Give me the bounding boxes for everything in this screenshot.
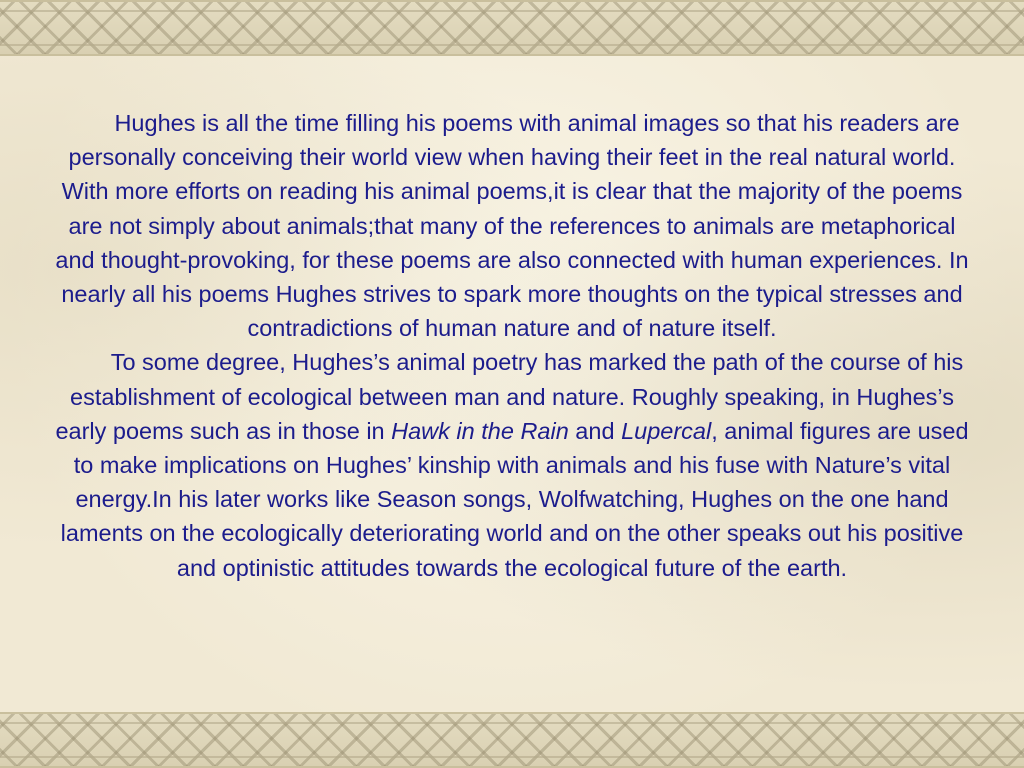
top-decorative-border	[0, 0, 1024, 56]
paragraph-1	[48, 106, 976, 345]
paragraph-1-text: Hughes is all the time filling his poems with animal images so that his readers are personally conceiving their world view when having their feet in the real natural world. With more efforts on reading his animal poems,it is clear that the majority of the poems are not simply about animals;that many of the references to animals are metaphorical and thought-provoking, for these poems are also connected with human experiences. In nearly all his poems Hughes strives to spark more thoughts on the typical stresses and contradictions of human nature and of nature itself.	[55, 110, 969, 342]
book-title-lupercal: Lupercal	[621, 417, 712, 444]
bottom-decorative-border	[0, 712, 1024, 768]
book-title-hawk-in-the-rain: Hawk in the Rain	[391, 417, 569, 444]
paragraph-2-text-b: and	[568, 417, 622, 444]
bottom-border-inner	[0, 722, 1024, 758]
top-border-inner	[0, 10, 1024, 46]
paragraph-2	[48, 345, 976, 584]
slide-text-body	[48, 106, 976, 585]
paragraph-2-text-c: , animal figures are used to make implications on Hughes’ kinship with animals and his fuse with Nature’s vital energy.In his later works like Season songs, Wolfwatching, Hughes on the one hand laments on the ecologically deteriorating world and on the other speaks out his positive and optinistic attitudes towards the ecological future of the earth.	[60, 417, 969, 581]
paragraph-2-text-a: To some degree, Hughes’s animal poetry has marked the path of the course of his establishment of ecological between man and nature. Roughly speaking, in Hughes’s early poems such as in those in	[55, 349, 964, 444]
